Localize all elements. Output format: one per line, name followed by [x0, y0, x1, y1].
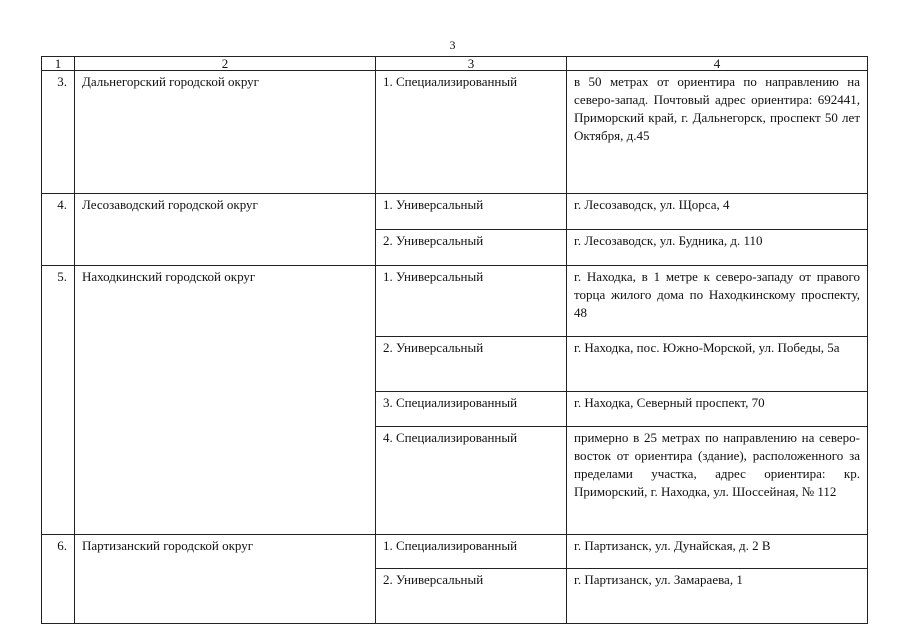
page-number: 3: [449, 38, 456, 52]
header-row: [42, 57, 868, 71]
market-type: 3. Специализированный: [376, 392, 567, 427]
table-row: [42, 71, 868, 194]
table-row: [42, 194, 868, 230]
column-header: 2: [75, 57, 376, 71]
row-number: 4.: [42, 194, 75, 266]
column-header: 4: [567, 57, 868, 71]
district-name: Находкинский городской округ: [75, 266, 376, 535]
market-address: примерно в 25 метрах по направлению на северо-восток от ориентира (здание), расположенного за пределами участка, адрес ориентира: кр. Приморский, г. Находка, ул. Шоссейная, № 112: [567, 427, 868, 535]
district-name: Лесозаводский городской округ: [75, 194, 376, 266]
row-number: 5.: [42, 266, 75, 535]
market-type: 1. Универсальный: [376, 266, 567, 337]
row-number: 6.: [42, 535, 75, 624]
market-address: г. Партизанск, ул. Замараева, 1: [567, 569, 868, 624]
column-header: 1: [42, 57, 75, 71]
market-address: г. Находка, пос. Южно-Морской, ул. Победы, 5а: [567, 337, 868, 392]
row-number: 3.: [42, 71, 75, 194]
market-type: 1. Специализированный: [376, 535, 567, 569]
market-address: г. Партизанск, ул. Дунайская, д. 2 В: [567, 535, 868, 569]
market-address: г. Находка, Северный проспект, 70: [567, 392, 868, 427]
district-name: Партизанский городской округ: [75, 535, 376, 624]
district-name: Дальнегорский городской округ: [75, 71, 376, 194]
market-type: 1. Универсальный: [376, 194, 567, 230]
column-header: 3: [376, 57, 567, 71]
market-address: г. Находка, в 1 метре к северо-западу от правого торца жилого дома по Находкинскому проспекту, 48: [567, 266, 868, 337]
table-row: [42, 266, 868, 337]
market-type: 1. Специализированный: [376, 71, 567, 194]
market-type: 4. Специализированный: [376, 427, 567, 535]
market-type: 2. Универсальный: [376, 569, 567, 624]
market-address: г. Лесозаводск, ул. Будника, д. 110: [567, 230, 868, 266]
market-address: в 50 метрах от ориентира по направлению на северо-запад. Почтовый адрес ориентира: 692441, Приморский край, г. Дальнегорск, проспект 50 лет Октября, д.45: [567, 71, 868, 194]
table-row: [42, 535, 868, 569]
market-address: г. Лесозаводск, ул. Щорса, 4: [567, 194, 868, 230]
market-type: 2. Универсальный: [376, 230, 567, 266]
markets-table: [41, 56, 868, 624]
market-type: 2. Универсальный: [376, 337, 567, 392]
